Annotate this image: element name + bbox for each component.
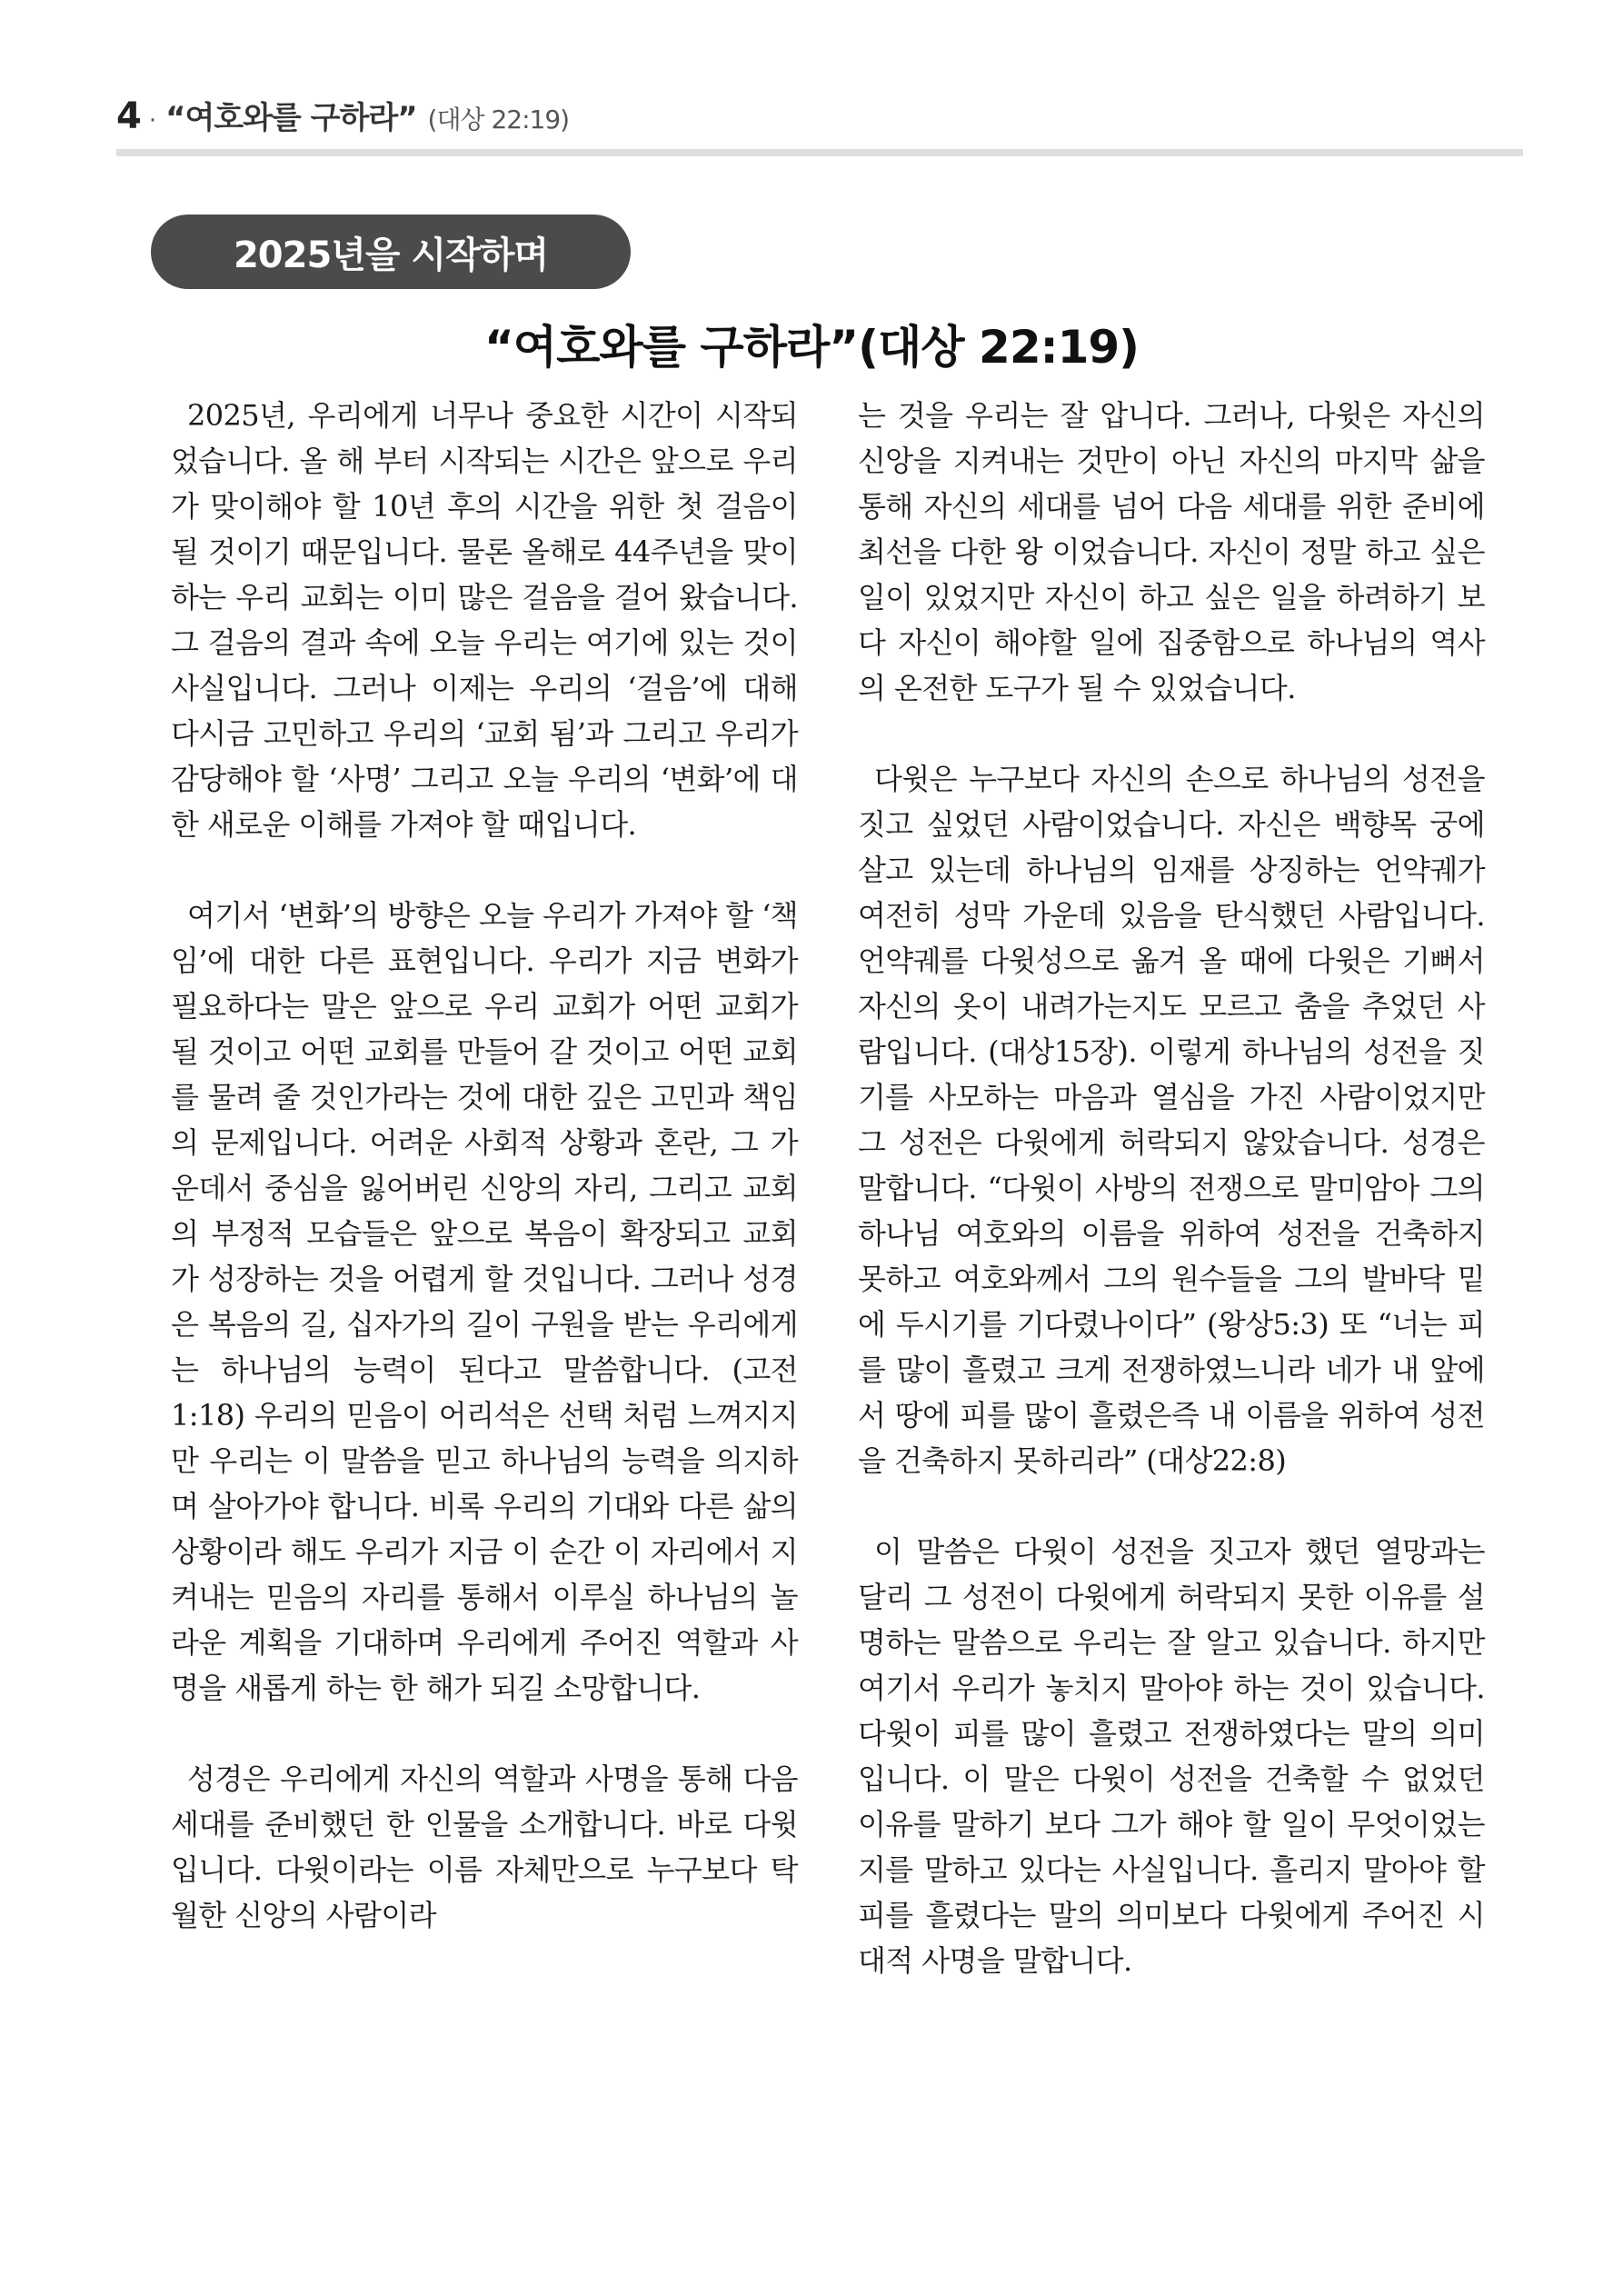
section-label: 2025년을 시작하며: [151, 215, 631, 289]
running-title-reference: (대상 22:19): [427, 105, 570, 135]
right-column: [858, 393, 1485, 1983]
paragraph: 성경은 우리에게 자신의 역할과 사명을 통해 다음 세대를 준비했던 한 인물을 소개합니다. 바로 다윗 입니다. 다윗이라는 이름 자체만으로 누구보다 탁월한 신앙의 사람이라: [171, 1762, 798, 1932]
paragraph: 는 것을 우리는 잘 압니다. 그러나, 다윗은 자신의 신앙을 지켜내는 것만이 아닌 자신의 마지막 삶을 통해 자신의 세대를 넘어 다음 세대를 위한 준비에 최선을 다한 왕 이었습니다. 자신이 정말 하고 싶은 일이 있었지만 자신이 하고 싶은 일을 하려하기 보다 자신이 해야할 일에 집중함으로 하나님의 역사의 온전한 도구가 될 수 있었습니다.: [858, 398, 1485, 705]
article-title: “여호와를 구하라”(대상 22:19): [483, 321, 1140, 374]
paragraph: 이 말씀은 다윗이 성전을 짓고자 했던 열망과는 달리 그 성전이 다윗에게 허락되지 못한 이유를 설명하는 말씀으로 우리는 잘 알고 있습니다. 하지만 여기서 우리가 놓치지 말아야 하는 것이 있습니다. 다윗이 피를 많이 흘렸고 전쟁하였다는 말의 의미입니다. 이 말은 다윗이 성전을 건축할 수 없었던 이유를 말하기 보다 그가 해야 할 일이 무엇이었는지를 말하고 있다는 사실입니다. 흘리지 말아야 할 피를 흘렸다는 말의 의미보다 다윗에게 주어진 시대적 사명을 말합니다.: [858, 1534, 1485, 1978]
paragraph: 2025년, 우리에게 너무나 중요한 시간이 시작되었습니다. 올 해 부터 시작되는 시간은 앞으로 우리가 맞이해야 할 10년 후의 시간을 위한 첫 걸음이 될 것이기 때문입니다. 물론 올해로 44주년을 맞이하는 우리 교회는 이미 많은 걸음을 걸어 왔습니다. 그 걸음의 결과 속에 오늘 우리는 여기에 있는 것이 사실입니다. 그러나 이제는 우리의 ‘걸음’에 대해 다시금 고민하고 우리의 ‘교회 됨’과 그리고 우리가 감당해야 할 ‘사명’ 그리고 오늘 우리의 ‘변화’에 대한 새로운 이해를 가져야 할 때입니다.: [171, 398, 798, 842]
paragraph: 다윗은 누구보다 자신의 손으로 하나님의 성전을 짓고 싶었던 사람이었습니다. 자신은 백향목 궁에 살고 있는데 하나님의 임재를 상징하는 언약궤가 여전히 성막 가운데 있음을 탄식했던 사람입니다. 언약궤를 다윗성으로 옮겨 올 때에 다윗은 기뻐서 자신의 옷이 내려가는지도 모르고 춤을 추었던 사람입니다. (대상15장). 이렇게 하나님의 성전을 짓기를 사모하는 마음과 열심을 가진 사람이었지만 그 성전은 다윗에게 허락되지 않았습니다. 성경은 말합니다. “다윗이 사방의 전쟁으로 말미암아 그의 하나님 여호와의 이름을 위하여 성전을 건축하지 못하고 여호와께서 그의 원수들을 그의 발바닥 밑에 두시기를 기다렸나이다” (왕상5:3) 또 “너는 피를 많이 흘렸고 크게 전쟁하였느니라 네가 내 앞에서 땅에 피를 많이 흘렸은즉 내 이름을 위하여 성전을 건축하지 못하리라” (대상22:8): [858, 762, 1485, 1478]
page-header: [116, 93, 569, 137]
header-separator: ·: [148, 107, 157, 135]
left-column: [171, 393, 798, 1938]
page-number: 4: [116, 95, 142, 137]
paragraph: 여기서 ‘변화’의 방향은 오늘 우리가 가져야 할 ‘책임’에 대한 다른 표현입니다. 우리가 지금 변화가 필요하다는 말은 앞으로 우리 교회가 어떤 교회가 될 것이고 어떤 교회를 만들어 갈 것이고 어떤 교회를 물려 줄 것인가라는 것에 대한 깊은 고민과 책임의 문제입니다. 어려운 사회적 상황과 혼란, 그 가운데서 중심을 잃어버린 신앙의 자리, 그리고 교회의 부정적 모습들은 앞으로 복음이 확장되고 교회가 성장하는 것을 어렵게 할 것입니다. 그러나 성경은 복음의 길, 십자가의 길이 구원을 받는 우리에게는 하나님의 능력이 된다고 말씀합니다. (고전1:18) 우리의 믿음이 어리석은 선택 처럼 느껴지지만 우리는 이 말씀을 믿고 하나님의 능력을 의지하며 살아가야 합니다. 비록 우리의 기대와 다른 삶의 상황이라 해도 우리가 지금 이 순간 이 자리에서 지켜내는 믿음의 자리를 통해서 이루실 하나님의 놀라운 계획을 기대하며 우리에게 주어진 역할과 사명을 새롭게 하는 한 해가 되길 소망합니다.: [171, 898, 798, 1705]
running-title: “여호와를 구하라”: [165, 100, 417, 136]
header-divider: [116, 149, 1523, 156]
